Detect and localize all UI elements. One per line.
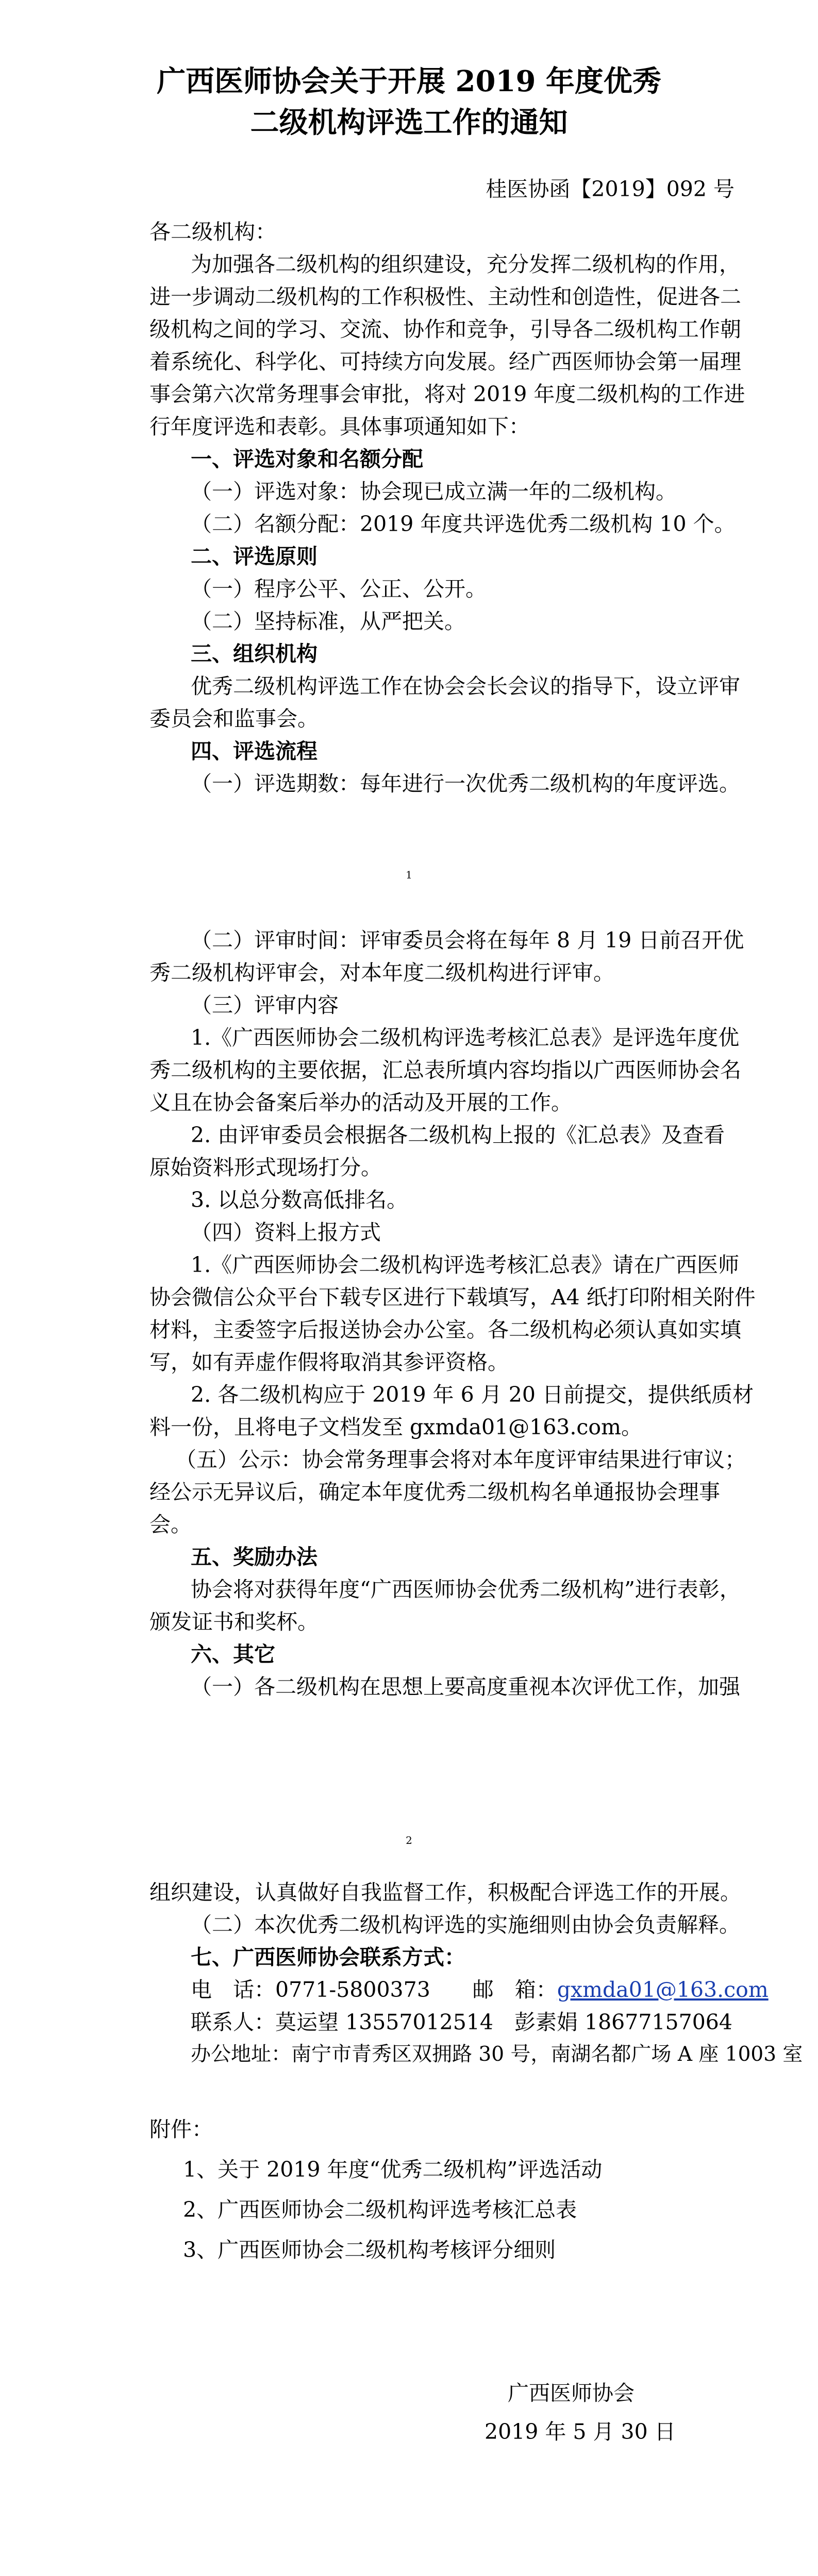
- section-2-item-1: （一）程序公平、公正、公开。: [191, 577, 487, 601]
- page-number-1: 1: [406, 869, 412, 881]
- section-1-item-2: （二）名额分配：2019 年度共评选优秀二级机构 10 个。: [191, 512, 736, 536]
- attachment-item-3: 3、广西医师协会二级机构考核评分细则: [183, 2238, 556, 2262]
- section-6-item-1-line-1: （一）各二级机构在思想上要高度重视本次评优工作，加强: [191, 1674, 740, 1699]
- intro-line-1: 为加强各二级机构的组织建设，充分发挥二级机构的作用，: [191, 252, 740, 277]
- intro-line-4: 着系统化、科学化、可持续方向发展。经广西医师协会第一届理: [149, 349, 741, 374]
- criteria-2-line-2: 原始资料形式现场打分。: [149, 1155, 382, 1180]
- section-4-item-2-line-1: （二）评审时间：评审委员会将在每年 8 月 19 日前召开优: [191, 928, 744, 953]
- section-6-item-2: （二）本次优秀二级机构评选的实施细则由协会负责解释。: [191, 1912, 740, 1937]
- section-4-item-5-line-1: （五）公示：协会常务理事会将对本年度评审结果进行审议；: [175, 1447, 746, 1472]
- document-number: 桂医协函【2019】092 号: [486, 177, 734, 201]
- intro-line-5: 事会第六次常务理事会审批，将对 2019 年度二级机构的工作进: [149, 382, 745, 406]
- section-6-heading: 六、其它: [191, 1642, 275, 1667]
- contact-address: 办公地址：南宁市青秀区双拥路 30 号，南湖名都广场 A 座 1003 室: [191, 2043, 803, 2066]
- page-number-2: 2: [406, 1834, 412, 1846]
- submission-1-line-3: 材料，主委签字后报送协会办公室。各二级机构必须认真如实填: [149, 1317, 741, 1342]
- section-5-para-line-2: 颁发证书和奖杯。: [149, 1609, 319, 1634]
- section-6-item-1-line-2: 组织建设，认真做好自我监督工作，积极配合评选工作的开展。: [149, 1880, 741, 1905]
- submission-2-line-2: 料一份，且将电子文档发至 gxmda01@163.com。: [149, 1415, 642, 1439]
- contact-persons: 联系人：莫运望 13557012514 彭素娟 18677157064: [191, 2010, 732, 2035]
- salutation: 各二级机构：: [149, 219, 276, 244]
- document-title-line-2: 二级机构评选工作的通知: [250, 106, 568, 140]
- contact-phone-label: 电 话：0771-5800373 邮 箱：: [191, 1977, 557, 2002]
- submission-1-line-2: 协会微信公众平台下载专区进行下载填写，A4 纸打印附相关附件: [149, 1285, 756, 1310]
- page-2: [0, 907, 818, 1865]
- section-4-heading: 四、评选流程: [191, 739, 318, 764]
- contact-phone-email: [191, 1977, 769, 2003]
- section-4-item-5-line-2: 经公示无异议后，确定本年度优秀二级机构名单通报协会理事: [149, 1480, 720, 1504]
- section-3-para-line-1: 优秀二级机构评选工作在协会会长会议的指导下，设立评审: [191, 674, 740, 699]
- section-3-para-line-2: 委员会和监事会。: [149, 706, 319, 731]
- section-2-item-2: （二）坚持标准，从严把关。: [191, 609, 465, 634]
- criteria-2-line-1: 2. 由评审委员会根据各二级机构上报的《汇总表》及查看: [191, 1123, 725, 1147]
- intro-line-6: 行年度评选和表彰。具体事项通知如下：: [149, 414, 530, 439]
- submission-2-line-1: 2. 各二级机构应于 2019 年 6 月 20 日前提交，提供纸质材: [191, 1382, 754, 1407]
- section-4-item-4: （四）资料上报方式: [191, 1220, 381, 1245]
- document-title-line-1: 广西医师协会关于开展 2019 年度优秀: [157, 64, 661, 98]
- section-3-heading: 三、组织机构: [191, 641, 318, 666]
- section-4-item-2-line-2: 秀二级机构评审会，对本年度二级机构进行评审。: [149, 960, 614, 985]
- attachment-item-2: 2、广西医师协会二级机构评选考核汇总表: [183, 2197, 577, 2222]
- criteria-3: 3. 以总分数高低排名。: [191, 1188, 408, 1212]
- submission-1-line-1: 1.《广西医师协会二级机构评选考核汇总表》请在广西医师: [191, 1252, 740, 1277]
- criteria-1-line-3: 义且在协会备案后举办的活动及开展的工作。: [149, 1090, 572, 1115]
- submission-1-line-4: 写，如有弄虚作假将取消其参评资格。: [149, 1350, 509, 1375]
- section-1-heading: 一、评选对象和名额分配: [191, 447, 423, 471]
- signature-date: 2019 年 5 月 30 日: [485, 2419, 676, 2444]
- criteria-1-line-1: 1.《广西医师协会二级机构评选考核汇总表》是评选年度优: [191, 1025, 740, 1050]
- page-1: [0, 0, 818, 907]
- contact-email-link[interactable]: gxmda01@163.com: [557, 1977, 769, 2002]
- criteria-1-line-2: 秀二级机构的主要依据，汇总表所填内容均指以广西医师协会名: [149, 1058, 741, 1082]
- page-3: [0, 1865, 818, 2576]
- attachments-label: 附件：: [149, 2117, 213, 2142]
- section-4-item-3: （三）评审内容: [191, 993, 339, 1018]
- section-4-item-5-line-3: 会。: [149, 1512, 192, 1537]
- intro-line-2: 进一步调动二级机构的工作积极性、主动性和创造性，促进各二: [149, 284, 741, 309]
- section-7-heading: 七、广西医师协会联系方式：: [191, 1945, 465, 1970]
- section-5-para-line-1: 协会将对获得年度“广西医师协会优秀二级机构”进行表彰，: [191, 1577, 741, 1602]
- intro-line-3: 级机构之间的学习、交流、协作和竞争，引导各二级机构工作朝: [149, 317, 741, 342]
- section-2-heading: 二、评选原则: [191, 544, 318, 569]
- signature-org: 广西医师协会: [508, 2381, 635, 2405]
- attachment-item-1: 1、关于 2019 年度“优秀二级机构”评选活动: [183, 2157, 603, 2182]
- section-5-heading: 五、奖励办法: [191, 1545, 318, 1569]
- section-4-item-1: （一）评选期数：每年进行一次优秀二级机构的年度评选。: [191, 771, 740, 796]
- section-1-item-1: （一）评选对象：协会现已成立满一年的二级机构。: [191, 479, 677, 504]
